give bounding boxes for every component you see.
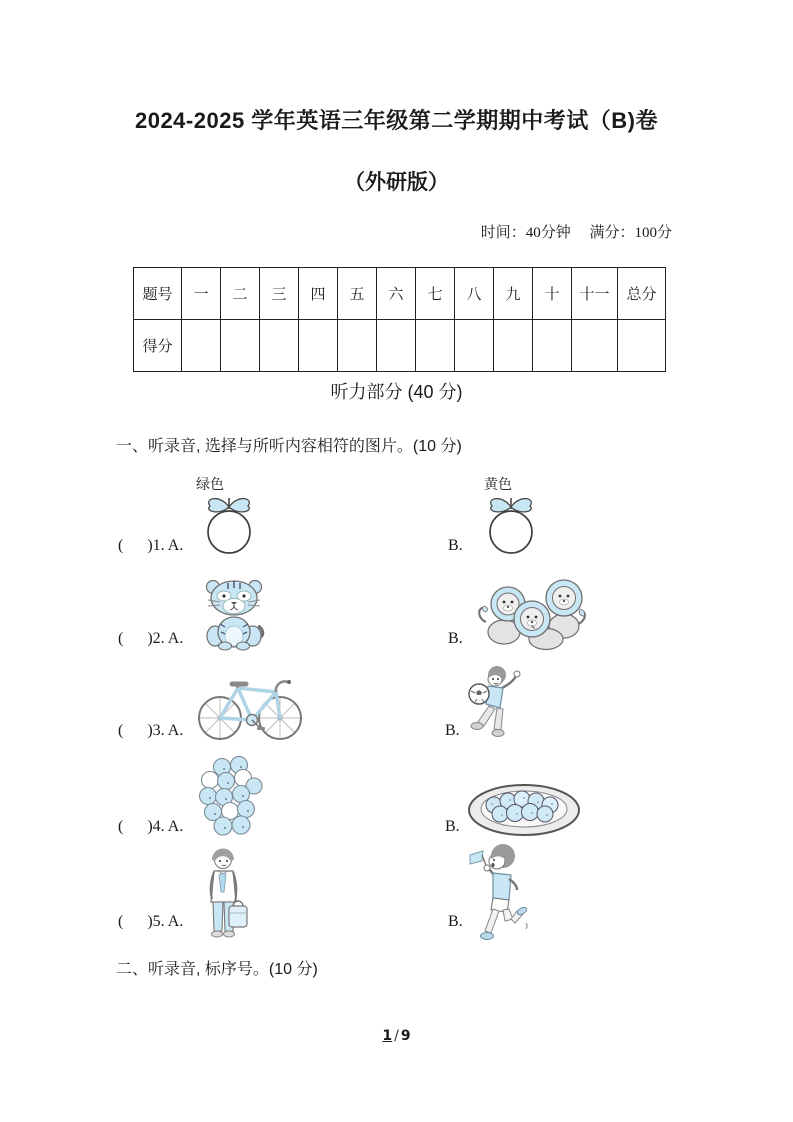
score-cell: [260, 320, 299, 372]
q3-option-a-label: 3. A.: [152, 722, 184, 739]
q1-answer-blank: ( ): [118, 537, 153, 554]
score-table-corner-label: 题号: [134, 268, 182, 320]
q1-answer-blank-and-option-a: [118, 537, 183, 555]
q2-option-a-label: 2. A.: [152, 630, 184, 647]
q3-answer-blank-and-option-a: [118, 722, 183, 740]
score-table-col: 七: [416, 268, 455, 320]
bicycle-image: [194, 668, 306, 742]
q4-answer-blank-and-option-a: [118, 818, 183, 836]
running-boy-image: [466, 843, 532, 945]
q1-option-a-label: 1. A.: [152, 537, 184, 554]
lions-image: [474, 574, 588, 652]
q4-option-a-label: 4. A.: [152, 818, 184, 835]
score-table-col: 一: [182, 268, 221, 320]
score-cell: [299, 320, 338, 372]
boy-with-football-image: [458, 664, 526, 744]
dumplings-plate-image: [466, 774, 582, 838]
q4-option-b-label: B.: [445, 818, 460, 835]
page-number: [0, 1028, 793, 1044]
score-table-col: 十: [533, 268, 572, 320]
part1-heading: 一、听录音, 选择与所听内容相符的图片。(10 分): [116, 438, 462, 455]
score-table-col: 三: [260, 268, 299, 320]
total-page-count: 9: [400, 1028, 411, 1044]
score-table-col: 十一: [572, 268, 618, 320]
tiger-image: [198, 576, 270, 652]
score-cell: [182, 320, 221, 372]
score-table-score-row: [134, 320, 666, 372]
page-number-separator: /: [394, 1028, 399, 1044]
green-apple-image: [197, 490, 261, 556]
page-subtitle: （外研版）: [344, 171, 449, 194]
q5-answer-blank-and-option-a: [118, 913, 183, 931]
q5-option-b-label: B.: [448, 913, 463, 930]
score-cell: [221, 320, 260, 372]
q2-answer-blank-and-option-a: [118, 630, 183, 648]
q2-answer-blank: ( ): [118, 630, 153, 647]
q1-option-a-caption: 绿色: [196, 476, 224, 492]
score-cell: [572, 320, 618, 372]
score-cell: [338, 320, 377, 372]
listening-section-title: 听力部分 (40 分): [330, 382, 463, 402]
balloons-image: [198, 756, 264, 842]
q1-option-b-caption: 黄色: [484, 476, 512, 492]
yellow-apple-image: [479, 490, 543, 556]
score-table-col: 八: [455, 268, 494, 320]
score-cell: [455, 320, 494, 372]
score-table-col: 四: [299, 268, 338, 320]
q5-option-a-label: 5. A.: [152, 913, 184, 930]
score-table-col: 二: [221, 268, 260, 320]
score-cell: [618, 320, 666, 372]
score-table-col: 总分: [618, 268, 666, 320]
q4-answer-blank: ( ): [118, 818, 153, 835]
score-table-col: 五: [338, 268, 377, 320]
current-page-number: 1: [382, 1028, 393, 1044]
score-table-col: 六: [377, 268, 416, 320]
score-cell: [416, 320, 455, 372]
score-cell: [533, 320, 572, 372]
q3-answer-blank: ( ): [118, 722, 153, 739]
q1-option-b-label: B.: [448, 537, 463, 554]
q5-answer-blank: ( ): [118, 913, 153, 930]
q2-option-b-label: B.: [448, 630, 463, 647]
standing-boy-image: [200, 844, 252, 942]
part2-heading: 二、听录音, 标序号。(10 分): [116, 961, 318, 978]
time-score-info: 时间：40分钟 满分：100分: [480, 225, 672, 241]
score-table-col: 九: [494, 268, 533, 320]
score-cell: [377, 320, 416, 372]
score-cell: [494, 320, 533, 372]
q3-option-b-label: B.: [445, 722, 460, 739]
score-table: [133, 267, 666, 372]
score-table-header-row: [134, 268, 666, 320]
score-row-label: 得分: [134, 320, 182, 372]
page-title: 2024-2025 学年英语三年级第二学期期中考试（B)卷: [134, 108, 659, 133]
